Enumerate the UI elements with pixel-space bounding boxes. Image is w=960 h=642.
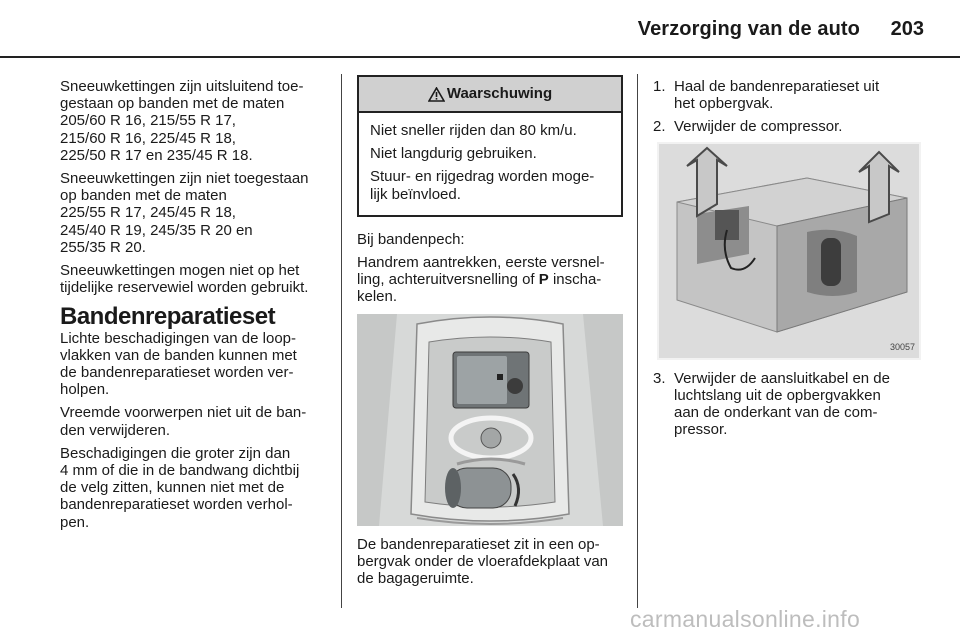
warning-box xyxy=(357,75,623,217)
step-list xyxy=(653,78,923,136)
warning-line: Stuur- en rijgedrag worden moge- lijk beïnvloed. xyxy=(370,168,595,203)
step-item xyxy=(653,78,923,112)
step-text: Haal de bandenreparatieset uit het opbergvak. xyxy=(674,78,880,113)
column-2 xyxy=(357,75,623,593)
watermark: carmanualsonline.info xyxy=(630,606,861,632)
step-item xyxy=(653,118,923,135)
compressor-figure xyxy=(657,142,921,360)
step-number: 1. xyxy=(653,78,666,95)
gear-p-key: P xyxy=(538,271,549,289)
warning-body xyxy=(359,113,621,215)
warning-title: Waarschuwing xyxy=(446,85,553,103)
step-text: Verwijder de aansluitkabel en de luchtslang uit de opbergvakken aan de onderkant van de com- pressor. xyxy=(674,369,890,439)
snow-chains-spare-paragraph: Sneeuwkettingen mogen niet op het tijdelijke reservewiel worden gebruikt. xyxy=(60,262,309,297)
damage-limit-paragraph: Beschadigingen die groter zijn dan 4 mm of die in de bandwang dichtbij de velg zitten, kunnen niet met de bandenreparatieset worden verhol- pen. xyxy=(60,444,300,531)
warning-header xyxy=(359,77,621,113)
section-heading: Bandenreparatieset xyxy=(60,303,276,331)
handbrake-paragraph: Handrem aantrekken, eerste versnel- ling, achteruitversnelling of P inscha- kelen. xyxy=(357,254,605,306)
figure-caption: De bandenreparatieset zit in een op- bergvak onder de vloerafdekplaat van de bagageruimte. xyxy=(357,535,609,588)
step-number: 3. xyxy=(653,369,666,387)
step-list xyxy=(653,370,923,439)
compressor-removal-illustration xyxy=(657,142,921,360)
column-divider-right xyxy=(637,74,638,608)
snow-chains-allowed-paragraph: Sneeuwkettingen zijn uitsluitend toe- gestaan op banden met de maten 205/60 R 16, 215/55 R 17, 215/60 R 16, 225/45 R 18, 225/50 R 17 en 235/45 R 18. xyxy=(60,78,304,164)
step-text: Verwijder de compressor. xyxy=(674,118,843,136)
column-divider-left xyxy=(341,74,342,608)
repair-kit-intro-paragraph: Lichte beschadigingen van de loop- vlakken van de banden kunnen met de bandenreparatieset worden ver- holpen. xyxy=(60,329,297,399)
warning-line: Niet langdurig gebruiken. xyxy=(370,145,537,163)
repair-kit-storage-illustration xyxy=(357,314,623,526)
warning-triangle-icon xyxy=(428,87,445,102)
flat-tire-label: Bij bandenpech: xyxy=(357,230,465,248)
figure-code: 30057 xyxy=(889,342,915,353)
step-number: 2. xyxy=(653,118,666,136)
column-1 xyxy=(60,78,326,537)
column-3 xyxy=(653,78,923,444)
page-header-title: Verzorging van de auto xyxy=(637,18,860,40)
warning-line: Niet sneller rijden dan 80 km/u. xyxy=(370,122,577,139)
snow-chains-not-allowed-paragraph: Sneeuwkettingen zijn niet toegestaan op banden met de maten 225/55 R 17, 245/45 R 18, 245/40 R 19, 245/35 R 20 en 255/35 R 20. xyxy=(60,170,309,256)
step-item xyxy=(653,370,923,439)
page-number: 203 xyxy=(890,18,924,40)
header-rule xyxy=(0,56,960,58)
foreign-objects-paragraph: Vreemde voorwerpen niet uit de ban- den verwijderen. xyxy=(60,404,307,439)
